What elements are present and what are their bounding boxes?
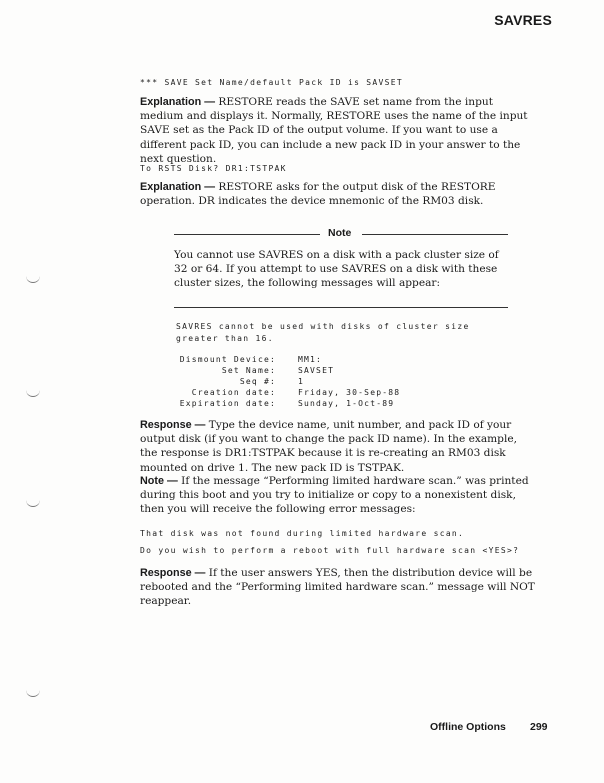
note-text: If the message “Performing limited hardware scan.” was printed during this boot and you try to initialize or copy to a nonexistent disk, then you will receive the following error messages: bbox=[140, 475, 529, 516]
savset-prompt-line: *** SAVE Set Name/default Pack ID is SAVSET bbox=[140, 78, 404, 87]
note-heading: Note bbox=[328, 227, 352, 239]
explanation-text: RESTORE reads the SAVE set name from the input medium and displays it. Normally, RESTORE uses the name of the input SAVE set as the Pack ID of the output volume. If you want to use a different pack ID, you can include a new pack ID in your answer to the next question. bbox=[140, 96, 528, 165]
device-info-value: MM1: bbox=[298, 355, 323, 364]
response-paragraph-2 bbox=[140, 566, 535, 609]
device-info-label: Dismount Device: bbox=[179, 355, 276, 364]
device-info-value: 1 bbox=[298, 377, 305, 386]
device-info-value: Friday, 30-Sep-88 bbox=[298, 388, 401, 397]
note-rule-left bbox=[174, 234, 320, 235]
binding-hole-mark bbox=[26, 690, 40, 697]
device-info-label: Creation date: bbox=[191, 388, 276, 397]
note-paragraph-2 bbox=[140, 474, 535, 517]
device-info-value: Sunday, 1-Oct-89 bbox=[298, 399, 395, 408]
response-text: If the user answers YES, then the distribution device will be rebooted and the “Performing limited hardware scan.” message will NOT reappear. bbox=[140, 567, 535, 608]
binding-hole-mark bbox=[26, 390, 40, 397]
binding-hole-mark bbox=[26, 500, 40, 507]
note-body: You cannot use SAVRES on a disk with a pack cluster size of 32 or 64. If you attempt to use SAVRES on a disk with these cluster sizes, the following messages will appear: bbox=[174, 249, 499, 290]
disk-prompt-line: To RSTS Disk? DR1:TSTPAK bbox=[140, 164, 287, 173]
response-paragraph-1 bbox=[140, 418, 535, 475]
response-label: Response — bbox=[140, 567, 206, 579]
note-label: Note — bbox=[140, 475, 178, 487]
device-info-value: SAVSET bbox=[298, 366, 335, 375]
note-rule-right bbox=[362, 234, 508, 235]
footer-section-title: Offline Options bbox=[430, 721, 506, 733]
note-rule-bottom bbox=[174, 307, 508, 308]
error-message-line-1: SAVRES cannot be used with disks of cluster size bbox=[176, 322, 470, 331]
response-label: Response — bbox=[140, 419, 206, 431]
explanation-label: Explanation — bbox=[140, 181, 215, 193]
error-message-line-2: greater than 16. bbox=[176, 334, 274, 343]
device-info-label: Seq #: bbox=[239, 377, 276, 386]
explanation-paragraph-1 bbox=[140, 95, 535, 166]
binding-hole-mark bbox=[26, 276, 40, 283]
device-info-label: Expiration date: bbox=[179, 399, 276, 408]
page-number: 299 bbox=[530, 721, 548, 733]
running-header-title: SAVRES bbox=[494, 12, 552, 28]
explanation-text: RESTORE asks for the output disk of the RESTORE operation. DR indicates the device mnemonic of the RM03 disk. bbox=[140, 181, 496, 208]
hardware-scan-error-line-1: That disk was not found during limited hardware scan. bbox=[140, 529, 465, 538]
device-info-label: Set Name: bbox=[221, 366, 276, 375]
hardware-scan-error-line-2: Do you wish to perform a reboot with full hardware scan <YES>? bbox=[140, 546, 520, 555]
response-text: Type the device name, unit number, and pack ID of your output disk (if you want to change the pack ID name). In the example, the response is DR1:TSTPAK because it is re-creating an RM03 disk mounted on drive 1. The new pack ID is TSTPAK. bbox=[140, 419, 517, 474]
explanation-label: Explanation — bbox=[140, 96, 215, 108]
explanation-paragraph-2 bbox=[140, 180, 535, 208]
